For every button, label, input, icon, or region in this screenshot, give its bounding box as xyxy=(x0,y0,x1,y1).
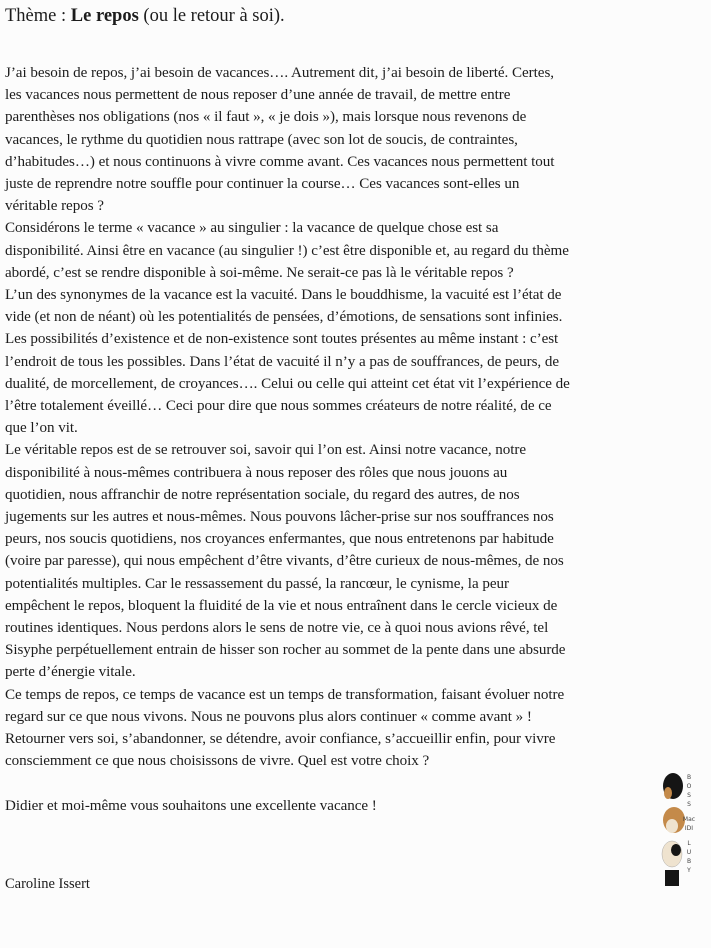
brand-letter: Mac xyxy=(682,816,696,823)
text-line: vide (et non de néant) où les potentialités de pensées, d’émotions, de sensations sont infinies. xyxy=(5,309,563,326)
title-subtitle: (ou le retour à soi). xyxy=(138,6,285,26)
text-line: (voire par paresse), qui nous empêchent d’être vivants, d’être curieux de nous-mêmes, de nos xyxy=(5,553,564,570)
text-line: routines identiques. Nous perdons alors le sens de notre vie, ce à quoi nous avions rêvé, tel xyxy=(5,620,549,637)
text-line: véritable repos ? xyxy=(5,198,104,215)
text-line: disponibilité. Ainsi être en vacance (au singulier !) c’est être disponible et, au regard du thème xyxy=(5,242,569,259)
paragraph-gap xyxy=(5,773,705,795)
brand-letter: L xyxy=(687,840,691,847)
text-line: empêchent le repos, bloquent la fluidité de la vie et nous entraînent dans le cercle vicieux de xyxy=(5,597,558,614)
text-line: juste de reprendre notre souffle pour continuer la course… Ces vacances sont-elles un xyxy=(5,176,520,193)
title-main: Le repos xyxy=(70,6,139,26)
text-line: que l’on vit. xyxy=(5,420,78,437)
text-line: jugements sur les autres et nous-mêmes. Nous pouvons lâcher-prise sur nos souffrances nos xyxy=(5,509,554,526)
brand-letter: S xyxy=(687,792,691,799)
dog-illustration-3 xyxy=(662,841,682,886)
closing-line: Didier et moi-même vous souhaitons une excellente vacance ! xyxy=(5,797,377,814)
brand-letter: O xyxy=(686,783,692,790)
text-line: dualité, de morcellement, de croyances…. Celui ou celle qui atteint cet état vit l’expérience de xyxy=(5,375,570,392)
author-signature: Caroline Issert xyxy=(5,876,90,892)
text-line: Les possibilités d’existence et de non-existence sont toutes présentes au même instant : c’est xyxy=(5,331,559,348)
dog-illustration-1 xyxy=(663,773,683,799)
text-line: Retourner vers soi, s’abandonner, se détendre, avoir confiance, s’accueillir enfin, pour vivre xyxy=(5,731,556,748)
text-line: l’être totalement éveillé… Ceci pour dire que nous sommes créateurs de notre réalité, de ce xyxy=(5,398,552,415)
text-line: perte d’énergie vitale. xyxy=(5,664,136,681)
text-line: Sisyphe perpétuellement entrain de hisser son rocher au sommet de la pente dans une absurde xyxy=(5,642,566,659)
text-line: d’habitudes…) et nous continuons à vivre comme avant. Ces vacances nous permettent tout xyxy=(5,153,555,170)
text-line: parenthèses nos obligations (nos « il faut », « je dois »), mais lorsque nous revenons de xyxy=(5,109,527,126)
brand-letter: B xyxy=(686,774,692,781)
brand-letter: IDI xyxy=(684,825,694,832)
text-line: disponibilité à nous-mêmes contribuera à nous reposer des rôles que nous jouons au xyxy=(5,464,508,481)
text-line: quotidien, nous affranchir de notre représentation sociale, du regard des autres, de nos xyxy=(5,486,520,503)
text-line: l’endroit de tous les possibles. Dans l’état de vacuité il n’y a pas de souffrances, de peurs, de xyxy=(5,353,560,370)
page-title xyxy=(5,5,285,27)
brand-letter: B xyxy=(686,858,692,865)
brand-letter: S xyxy=(687,801,691,808)
text-line: peurs, nos soucis quotidiens, nos croyances enfermantes, que nous entretenons par habitude xyxy=(5,531,554,548)
brand-letters xyxy=(682,773,696,875)
text-line: L’un des synonymes de la vacance est la vacuité. Dans le bouddhisme, la vacuité est l’état de xyxy=(5,287,562,304)
article-body xyxy=(5,62,705,817)
text-line: potentialités multiples. Car le ressassement du passé, la rancœur, le cynisme, la peur xyxy=(5,575,509,592)
title-prefix: Thème : xyxy=(5,6,71,26)
brand-letter: U xyxy=(686,849,692,856)
text-line: abordé, c’est se rendre disponible à soi-même. Ne serait-ce pas là le véritable repos ? xyxy=(5,264,514,281)
brand-letter: Y xyxy=(687,867,691,874)
text-line: J’ai besoin de repos, j’ai besoin de vacances…. Autrement dit, j’ai besoin de liberté. Certes, xyxy=(5,65,554,81)
text-line: Considérons le terme « vacance » au singulier : la vacance de quelque chose est sa xyxy=(5,220,499,237)
text-line: Le véritable repos est de se retrouver soi, savoir qui l’on est. Ainsi notre vacance, notre xyxy=(5,442,527,459)
text-line: consciemment ce que nous choisissons de vivre. Quel est votre choix ? xyxy=(5,753,430,770)
text-line: vacances, le rythme du quotidien nous rattrape (avec son lot de soucis, de contraintes, xyxy=(5,131,518,148)
text-line: regard sur ce que nous vivons. Nous ne pouvons plus alors continuer « comme avant » ! xyxy=(5,708,532,725)
text-line: Ce temps de repos, ce temps de vacance est un temps de transformation, faisant évoluer notre xyxy=(5,686,565,703)
text-line: les vacances nous permettent de nous reposer d’une année de travail, de mettre entre xyxy=(5,87,511,104)
